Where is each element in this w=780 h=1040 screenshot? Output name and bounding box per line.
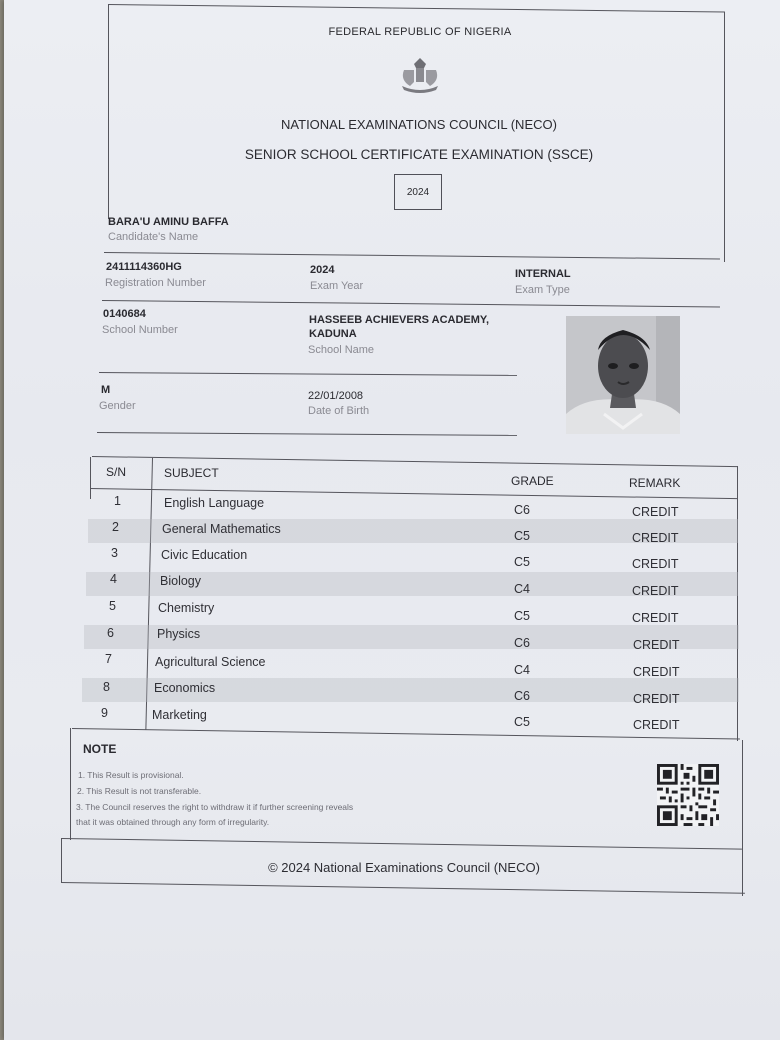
footer-top-rule bbox=[62, 838, 742, 850]
row-sn: 9 bbox=[101, 706, 108, 720]
row-subject: Agricultural Science bbox=[155, 655, 266, 669]
row-grade: C6 bbox=[514, 503, 530, 517]
header-subject: SUBJECT bbox=[164, 466, 219, 480]
qr-code-icon bbox=[657, 764, 719, 826]
row-subject: Physics bbox=[157, 627, 201, 641]
row-subject: General Mathematics bbox=[162, 522, 281, 536]
frame-right-top bbox=[724, 12, 725, 262]
registration-number: 2411114360HG bbox=[106, 261, 182, 273]
row-grade: C4 bbox=[514, 663, 530, 677]
note-item-3: 3. The Council reserves the right to withdraw it if further screening reveals bbox=[76, 802, 354, 812]
row-grade: C4 bbox=[514, 582, 530, 596]
row-sn: 8 bbox=[103, 680, 110, 694]
row-remark: CREDIT bbox=[633, 718, 680, 732]
school-number: 0140684 bbox=[103, 308, 146, 320]
table-left-edge bbox=[90, 457, 91, 499]
row-grade: C5 bbox=[514, 555, 530, 569]
row-sn: 5 bbox=[109, 599, 116, 613]
row-subject: Marketing bbox=[152, 708, 207, 722]
divider-2 bbox=[102, 300, 720, 307]
row-subject: Biology bbox=[160, 574, 201, 588]
row-remark: CREDIT bbox=[632, 505, 679, 519]
note-left-edge bbox=[70, 728, 71, 840]
frame-left-top bbox=[108, 4, 109, 219]
row-remark: CREDIT bbox=[632, 557, 679, 571]
row-remark: CREDIT bbox=[632, 584, 679, 598]
row-subject: Chemistry bbox=[158, 601, 215, 615]
header-remark: REMARK bbox=[629, 476, 681, 490]
footer-left-edge bbox=[61, 838, 62, 882]
header-sn: S/N bbox=[106, 465, 127, 479]
footer-bottom-rule bbox=[61, 882, 745, 894]
school-name-line1: HASSEEB ACHIEVERS ACADEMY, bbox=[309, 314, 490, 326]
footer-copyright: © 2024 National Examinations Council (NECO) bbox=[268, 860, 540, 875]
candidate-photo bbox=[566, 316, 680, 434]
row-sn: 2 bbox=[112, 520, 119, 534]
candidate-portrait-icon bbox=[566, 316, 680, 434]
year-box bbox=[394, 174, 442, 210]
school-name-line2: KADUNA bbox=[309, 328, 357, 340]
candidate-name: BARA'U AMINU BAFFA bbox=[108, 216, 229, 228]
divider-1 bbox=[104, 252, 720, 259]
council-heading: NATIONAL EXAMINATIONS COUNCIL (NECO) bbox=[281, 117, 557, 132]
row-grade: C6 bbox=[514, 636, 530, 650]
divider-4 bbox=[97, 432, 517, 436]
header-grade: GRADE bbox=[511, 474, 554, 488]
row-subject: English Language bbox=[164, 496, 265, 510]
note-right-edge bbox=[742, 740, 743, 896]
row-remark: CREDIT bbox=[632, 611, 679, 625]
row-grade: C6 bbox=[514, 689, 530, 703]
row-sn: 6 bbox=[107, 626, 114, 640]
row-sn: 7 bbox=[105, 652, 112, 666]
gender-label: Gender bbox=[99, 400, 136, 412]
exam-title: SENIOR SCHOOL CERTIFICATE EXAMINATION (SSCE) bbox=[244, 147, 594, 162]
divider-3 bbox=[99, 372, 517, 376]
row-remark: CREDIT bbox=[633, 692, 680, 706]
school-number-label: School Number bbox=[102, 324, 178, 336]
row-sn: 1 bbox=[114, 494, 121, 508]
date-of-birth-label: Date of Birth bbox=[308, 405, 370, 417]
exam-type-label: Exam Type bbox=[515, 284, 570, 296]
row-sn: 4 bbox=[110, 572, 117, 586]
row-subject: Economics bbox=[154, 681, 216, 695]
row-sn: 3 bbox=[111, 546, 118, 560]
row-grade: C5 bbox=[514, 715, 530, 729]
row-remark: CREDIT bbox=[633, 665, 680, 679]
row-subject: Civic Education bbox=[161, 548, 248, 562]
row-remark: CREDIT bbox=[633, 638, 680, 652]
gender: M bbox=[101, 384, 111, 396]
note-item-1: 1. This Result is provisional. bbox=[78, 770, 184, 780]
note-item-4: that it was obtained through any form of irregularity. bbox=[76, 817, 270, 827]
candidate-name-label: Candidate's Name bbox=[108, 231, 199, 243]
date-of-birth: 22/01/2008 bbox=[308, 390, 364, 402]
exam-type: INTERNAL bbox=[515, 268, 571, 280]
school-name-label: School Name bbox=[308, 344, 375, 356]
row-remark: CREDIT bbox=[632, 531, 679, 545]
year-box-value: 2024 bbox=[406, 186, 430, 198]
exam-year-label: Exam Year bbox=[310, 280, 364, 292]
note-item-2: 2. This Result is not transferable. bbox=[77, 786, 202, 796]
frame-top bbox=[108, 4, 725, 13]
row-grade: C5 bbox=[514, 529, 530, 543]
row-grade: C5 bbox=[514, 609, 530, 623]
exam-year: 2024 bbox=[310, 264, 335, 276]
registration-number-label: Registration Number bbox=[105, 277, 206, 289]
country-heading: FEDERAL REPUBLIC OF NIGERIA bbox=[328, 26, 512, 38]
coat-of-arms-icon bbox=[396, 56, 444, 96]
result-sheet bbox=[4, 0, 780, 1040]
note-title: NOTE bbox=[83, 742, 117, 756]
